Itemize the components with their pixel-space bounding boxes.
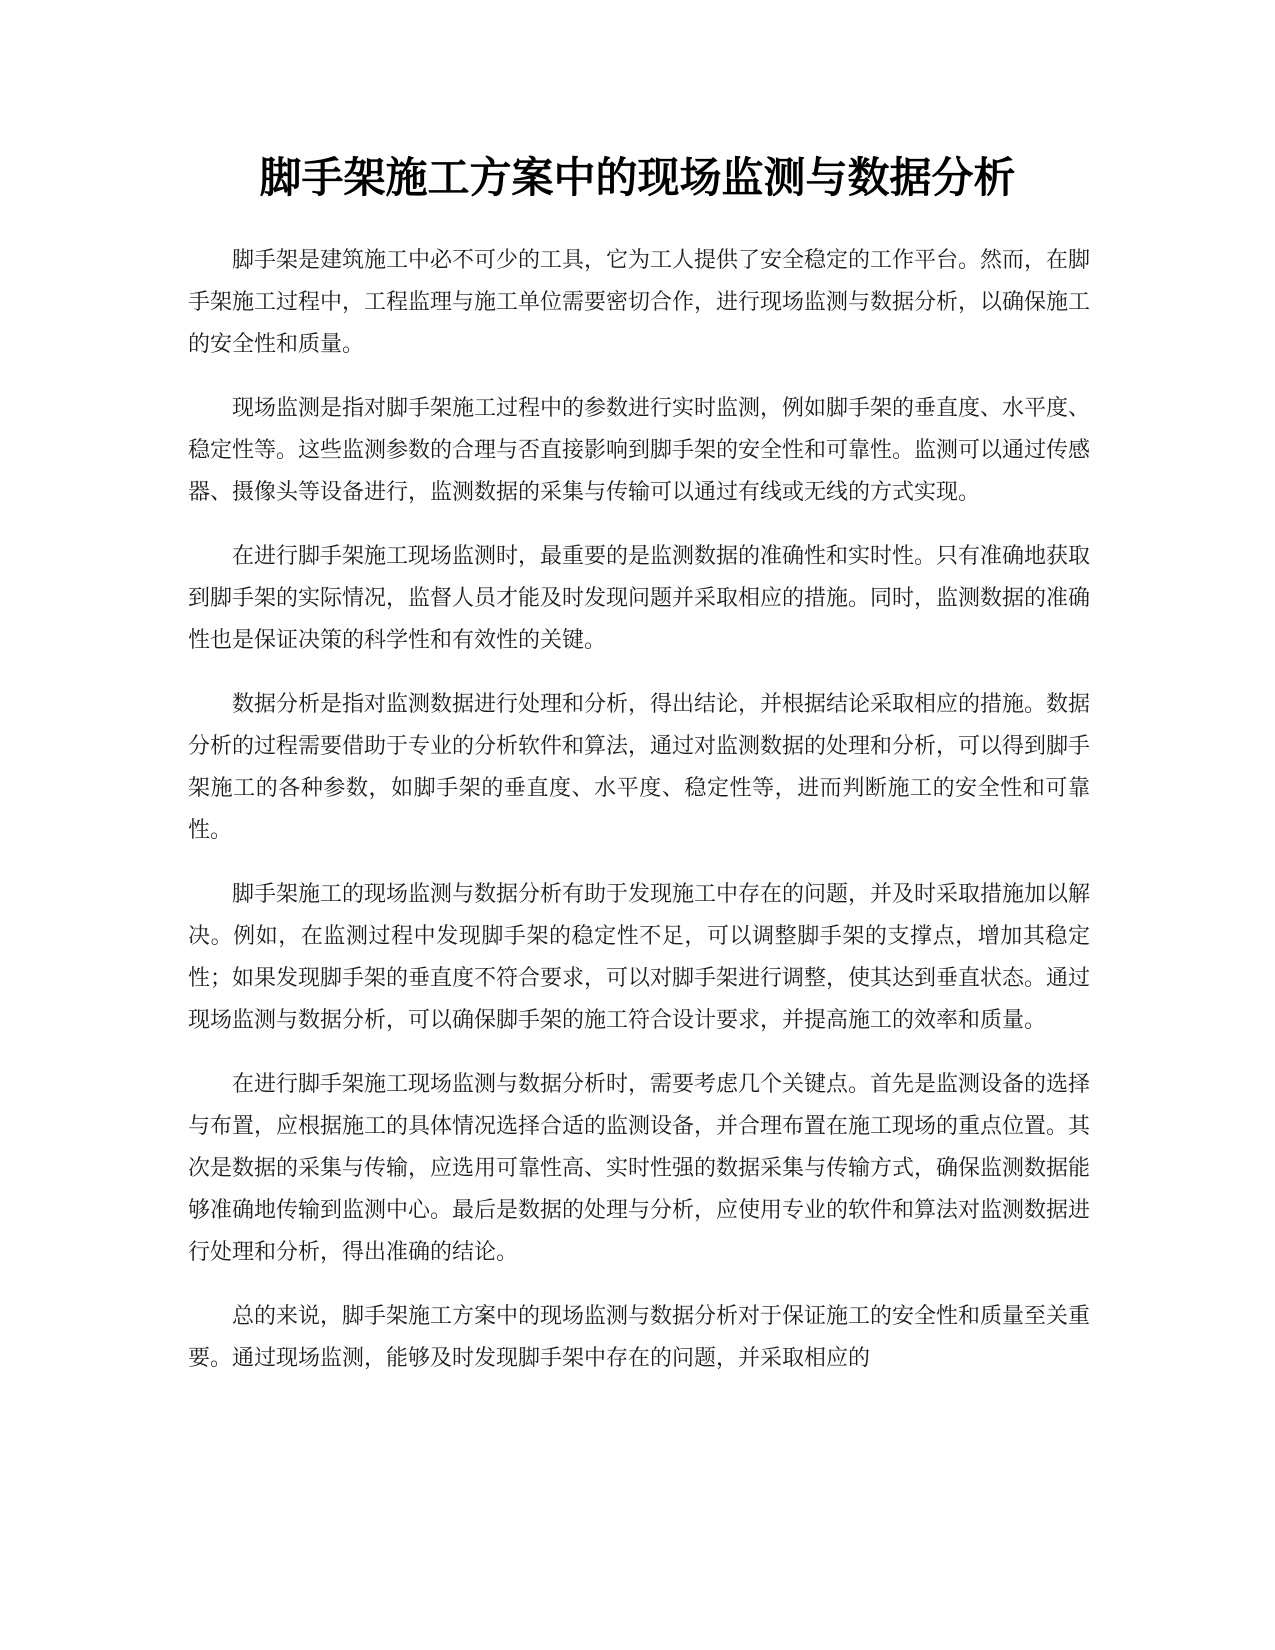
paragraph-2: 现场监测是指对脚手架施工过程中的参数进行实时监测，例如脚手架的垂直度、水平度、稳定性等。这些监测参数的合理与否直接影响到脚手架的安全性和可靠性。监测可以通过传感器、摄像头等设备进行，监测数据的采集与传输可以通过有线或无线的方式实现。 — [188, 396, 1091, 505]
document-body — [188, 240, 1090, 1402]
paragraph-5: 脚手架施工的现场监测与数据分析有助于发现施工中存在的问题，并及时采取措施加以解决。例如，在监测过程中发现脚手架的稳定性不足，可以调整脚手架的支撑点，增加其稳定性；如果发现脚手架的垂直度不符合要求，可以对脚手架进行调整，使其达到垂直状态。通过现场监测与数据分析，可以确保脚手架的施工符合设计要求，并提高施工的效率和质量。 — [188, 882, 1091, 1033]
paragraph-4: 数据分析是指对监测数据进行处理和分析，得出结论，并根据结论采取相应的措施。数据分析的过程需要借助于专业的分析软件和算法，通过对监测数据的处理和分析，可以得到脚手架施工的各种参数，如脚手架的垂直度、水平度、稳定性等，进而判断施工的安全性和可靠性。 — [188, 692, 1091, 843]
paragraph-1: 脚手架是建筑施工中必不可少的工具，它为工人提供了安全稳定的工作平台。然而，在脚手架施工过程中，工程监理与施工单位需要密切合作，进行现场监测与数据分析，以确保施工的安全性和质量。 — [188, 248, 1091, 357]
paragraph-6: 在进行脚手架施工现场监测与数据分析时，需要考虑几个关键点。首先是监测设备的选择与布置，应根据施工的具体情况选择合适的监测设备，并合理布置在施工现场的重点位置。其次是数据的采集与传输，应选用可靠性高、实时性强的数据采集与传输方式，确保监测数据能够准确地传输到监测中心。最后是数据的处理与分析，应使用专业的软件和算法对监测数据进行处理和分析，得出准确的结论。 — [188, 1072, 1091, 1265]
paragraph-7: 总的来说，脚手架施工方案中的现场监测与数据分析对于保证施工的安全性和质量至关重要。通过现场监测，能够及时发现脚手架中存在的问题，并采取相应的 — [188, 1304, 1091, 1371]
paragraph-3: 在进行脚手架施工现场监测时，最重要的是监测数据的准确性和实时性。只有准确地获取到脚手架的实际情况，监督人员才能及时发现问题并采取相应的措施。同时，监测数据的准确性也是保证决策的科学性和有效性的关键。 — [188, 544, 1091, 653]
document-title: 脚手架施工方案中的现场监测与数据分析 — [259, 153, 1016, 202]
